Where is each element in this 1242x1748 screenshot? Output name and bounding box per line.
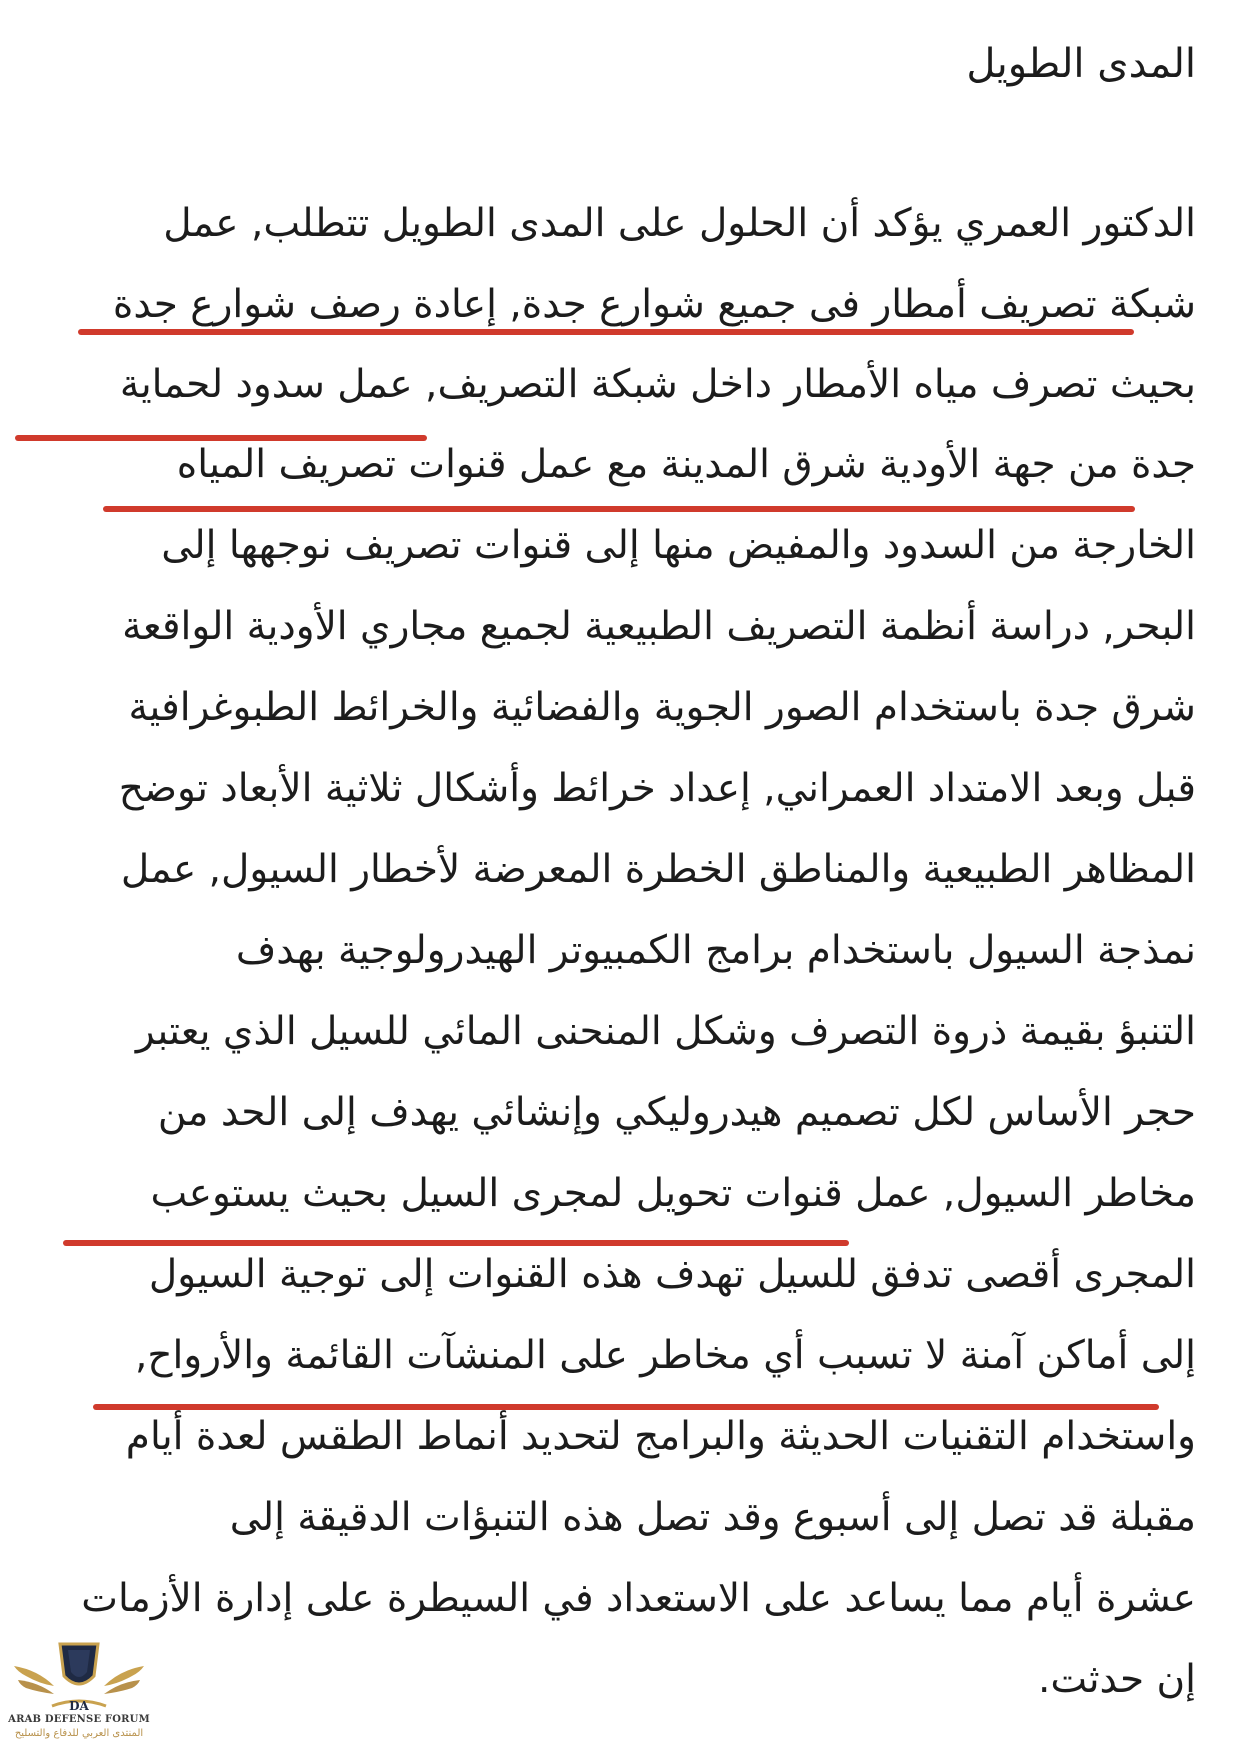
- logo-title: ARAB DEFENSE FORUM: [8, 1714, 150, 1725]
- text-line: واستخدام التقنيات الحديثة والبرامج لتحديد أنماط الطقس لعدة أيام: [125, 1414, 1196, 1459]
- highlight-underline: [93, 1404, 1159, 1410]
- forum-logo: [8, 1636, 150, 1744]
- text-line: قبل وبعد الامتداد العمراني, إعداد خرائط وأشكال ثلاثية الأبعاد توضح: [118, 766, 1196, 811]
- highlight-underline: [103, 506, 1135, 512]
- highlight-underline: [15, 435, 427, 441]
- eagle-emblem-icon: [8, 1636, 150, 1716]
- text-line: مقبلة قد تصل إلى أسبوع وقد تصل هذه التنبؤات الدقيقة إلى: [229, 1495, 1196, 1540]
- text-line: شرق جدة باستخدام الصور الجوية والفضائية والخرائط الطبوغرافية: [128, 685, 1196, 730]
- text-line: بحيث تصرف مياه الأمطار داخل شبكة التصريف, عمل سدود لحماية: [119, 362, 1196, 407]
- text-line: عشرة أيام مما يساعد على الاستعداد في السيطرة على إدارة الأزمات: [81, 1576, 1196, 1621]
- text-line: نمذجة السيول باستخدام برامج الكمبيوتر الهيدرولوجية بهدف: [235, 928, 1196, 973]
- highlight-underline: [78, 329, 1134, 335]
- text-line: مخاطر السيول, عمل قنوات تحويل لمجرى السيل بحيث يستوعب: [150, 1171, 1196, 1216]
- logo-subtitle: المنتدى العربي للدفاع والتسليح: [14, 1728, 144, 1739]
- text-line: الخارجة من السدود والمفيض منها إلى قنوات تصريف نوجهها إلى: [161, 523, 1196, 568]
- section-heading: المدى الطويل: [966, 41, 1196, 87]
- text-line: التنبؤ بقيمة ذروة التصرف وشكل المنحنى المائي للسيل الذي يعتبر: [135, 1009, 1196, 1054]
- text-line: شبكة تصريف أمطار فى جميع شوارع جدة, إعادة رصف شوارع جدة: [112, 282, 1196, 327]
- emblem-text: DA: [69, 1699, 89, 1713]
- text-line: المجرى أقصى تدفق للسيل تهدف هذه القنوات إلى توجية السيول: [148, 1252, 1196, 1297]
- text-line: الدكتور العمري يؤكد أن الحلول على المدى الطويل تتطلب, عمل: [163, 201, 1196, 246]
- text-line: إلى أماكن آمنة لا تسبب أي مخاطر على المنشآت القائمة والأرواح,: [134, 1333, 1196, 1378]
- highlight-underline: [63, 1240, 849, 1246]
- text-line: البحر, دراسة أنظمة التصريف الطبيعية لجميع مجاري الأودية الواقعة: [122, 604, 1196, 649]
- text-line: حجر الأساس لكل تصميم هيدروليكي وإنشائي يهدف إلى الحد من: [157, 1090, 1196, 1135]
- text-line: جدة من جهة الأودية شرق المدينة مع عمل قنوات تصريف المياه: [176, 442, 1196, 487]
- text-line: إن حدثت.: [1038, 1657, 1196, 1702]
- text-line: المظاهر الطبيعية والمناطق الخطرة المعرضة لأخطار السيول, عمل: [120, 847, 1196, 892]
